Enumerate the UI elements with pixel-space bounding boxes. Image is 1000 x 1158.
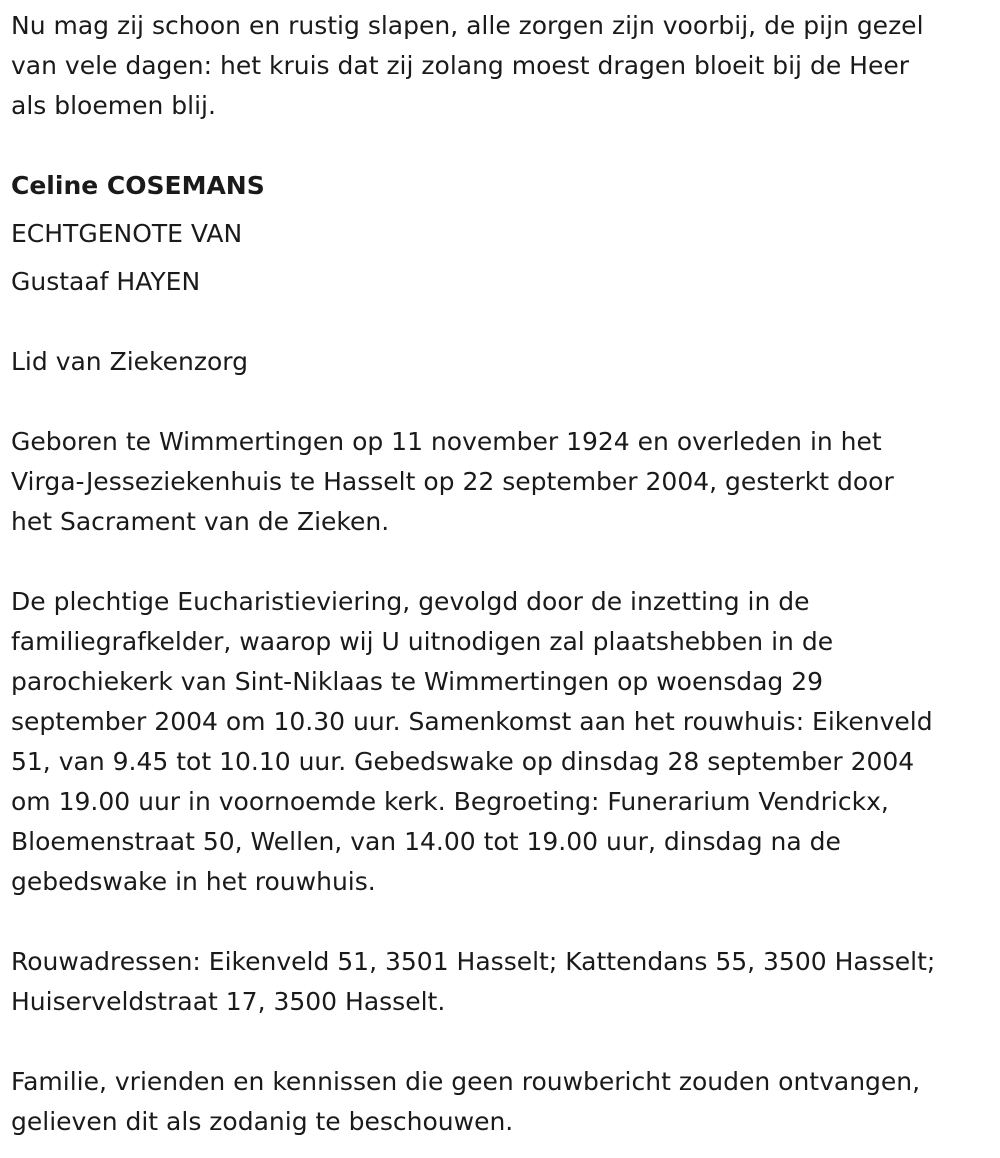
- family-notice-line: gelieven dit als zodanig te beschouwen.: [11, 1107, 514, 1136]
- ceremony-line: gebedswake in het rouwhuis.: [11, 867, 376, 896]
- birth-death-paragraph: [11, 422, 996, 542]
- ceremony-paragraph: [11, 582, 996, 902]
- intro-verse: [11, 6, 996, 126]
- ceremony-line: 51, van 9.45 tot 10.10 uur. Gebedswake op dinsdag 28 september 2004: [11, 747, 915, 776]
- intro-verse-line: als bloemen blij.: [11, 91, 216, 120]
- intro-verse-line: Nu mag zij schoon en rustig slapen, alle zorgen zijn voorbij, de pijn gezel: [11, 11, 924, 40]
- family-notice: [11, 1062, 996, 1142]
- ceremony-line: Bloemenstraat 50, Wellen, van 14.00 tot 19.00 uur, dinsdag na de: [11, 827, 841, 856]
- ceremony-line: om 19.00 uur in voornoemde kerk. Begroeting: Funerarium Vendrickx,: [11, 787, 889, 816]
- ceremony-line: september 2004 om 10.30 uur. Samenkomst aan het rouwhuis: Eikenveld: [11, 707, 933, 736]
- intro-verse-line: van vele dagen: het kruis dat zij zolang moest dragen bloeit bij de Heer: [11, 51, 909, 80]
- family-notice-line: Familie, vrienden en kennissen die geen rouwbericht zouden ontvangen,: [11, 1067, 921, 1096]
- address-line: Rouwadressen: Eikenveld 51, 3501 Hasselt; Kattendans 55, 3500 Hasselt;: [11, 947, 936, 976]
- birth-death-line: Geboren te Wimmertingen op 11 november 1924 en overleden in het: [11, 427, 882, 456]
- ceremony-line: familiegrafkelder, waarop wij U uitnodigen zal plaatshebben in de: [11, 627, 834, 656]
- mourning-addresses: [11, 942, 996, 1022]
- birth-death-line: het Sacrament van de Zieken.: [11, 507, 390, 536]
- birth-death-line: Virga-Jesseziekenhuis te Hasselt op 22 september 2004, gesterkt door: [11, 467, 894, 496]
- ceremony-line: parochiekerk van Sint-Niklaas te Wimmertingen op woensdag 29: [11, 667, 824, 696]
- relation-title: ECHTGENOTE VAN: [11, 219, 243, 248]
- spouse-name: Gustaaf HAYEN: [11, 267, 201, 296]
- membership-text: Lid van Ziekenzorg: [11, 347, 248, 376]
- deceased-name: Celine COSEMANS: [11, 171, 265, 200]
- address-line: Huiserveldstraat 17, 3500 Hasselt.: [11, 987, 446, 1016]
- ceremony-line: De plechtige Eucharistieviering, gevolgd door de inzetting in de: [11, 587, 810, 616]
